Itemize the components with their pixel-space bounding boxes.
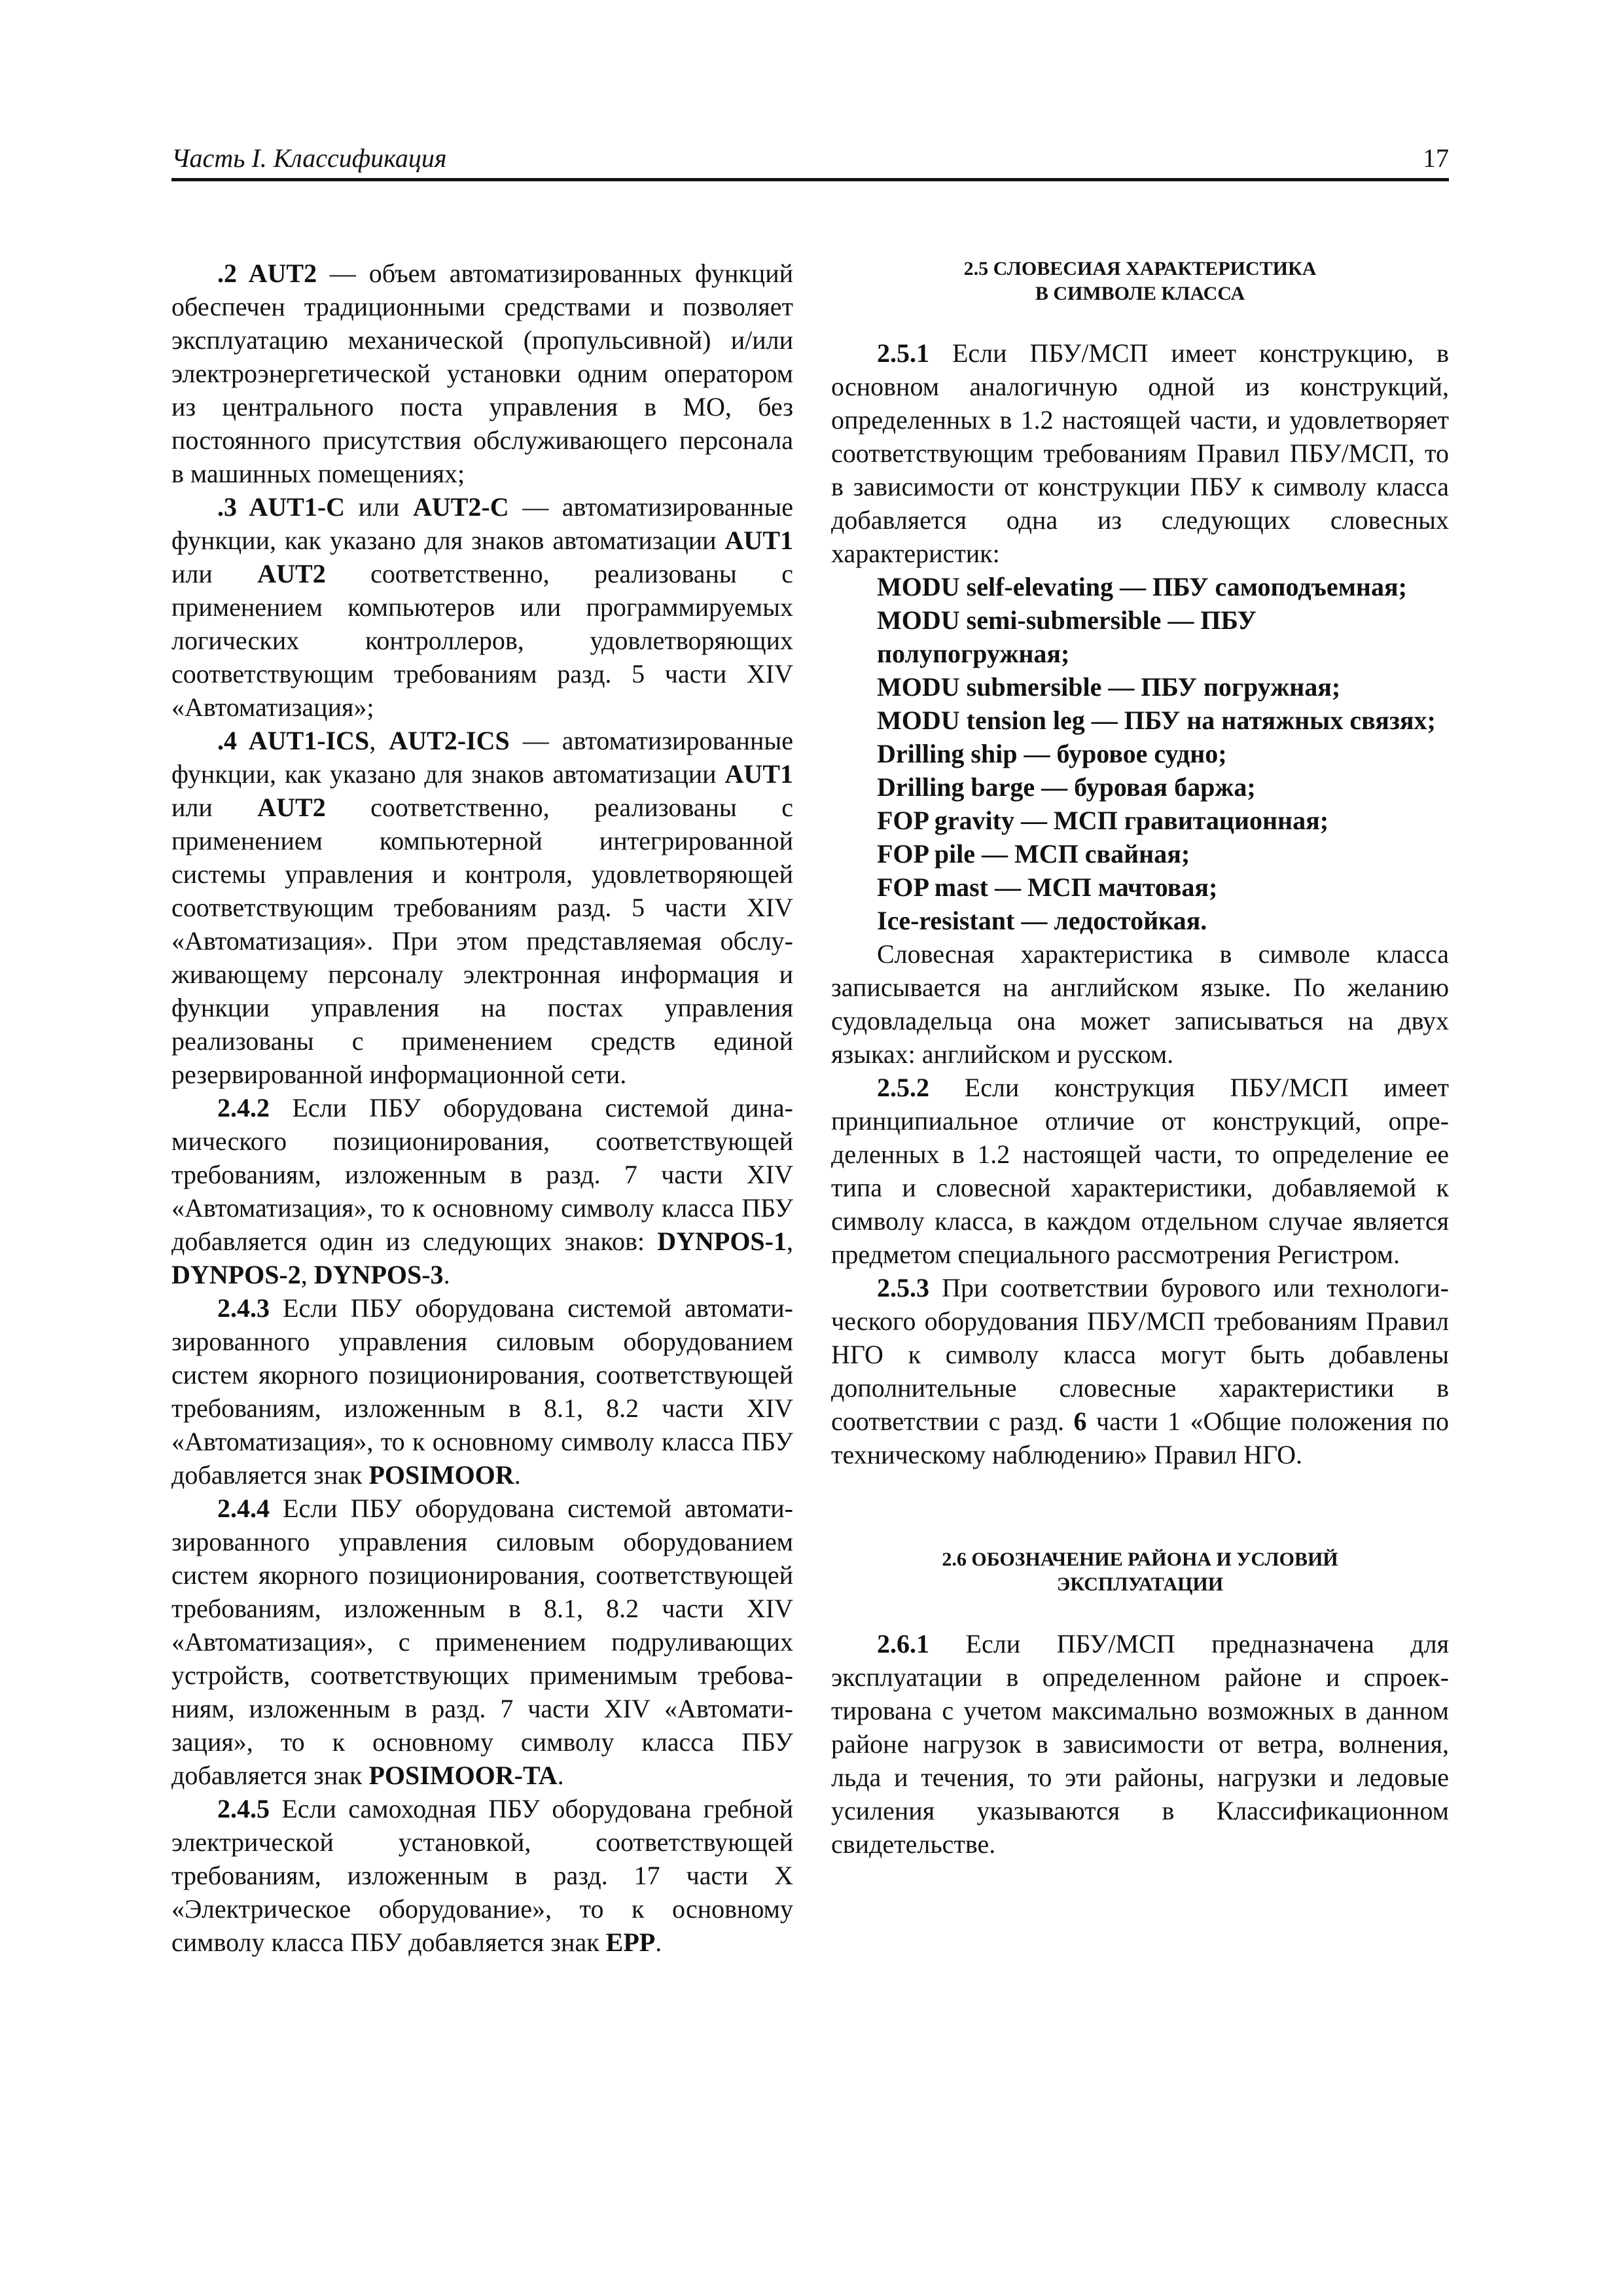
paragraph-aut-c: .3 AUT1-C или AUT2-C — автоматизированные функции, как указано для знаков автоматизации AUT1 или AUT2 соответственно, реализованы с применением компьютеров или программируемых логических контроллеров, удовлетворяющих соответствующим требованиям разд. 5 части XIV «Автоматизация»; (171, 492, 794, 722)
characteristic-item: MODU self-elevating — ПБУ самоподъемная; (877, 572, 1407, 601)
paragraph-2-4-2: 2.4.2 Если ПБУ оборудована системой динамического позиционирования, соответствующей требованиям, изложенным в разд. 7 части XIV «Автоматизация», то к основному символу класса ПБУ добавляется один из следующих знаков: DYNPOS-1, DYNPOS-2, DYNPOS-3. (171, 1093, 793, 1289)
paragraph-2-6-1: 2.6.1 Если ПБУ/МСП предназначена для эксплуатации в определенном районе и спроектирована с учетом максимально возможных в данном районе нагрузок в зависимости от ветра, волнения, льда и течения, то эти районы, нагрузки и ледовые усиления указываются в Классификационном свидетельстве. (831, 1629, 1449, 1859)
section-heading-2-5: 2.5 СЛОВЕСИАЯ ХАРАКТЕРИСТИКА В СИМВОЛЕ КЛАССА (963, 258, 1317, 304)
paragraph-2-5-3: 2.5.3 При соответствии бурового или технологического оборудования ПБУ/МСП требованиям Правил НГО к символу класса могут быть добавлены дополнительные словесные характеристики в соответствии с разд. 6 части 1 «Общие положения по техническому наблюдению» Правил НГО. (831, 1273, 1449, 1469)
page-number: 17 (1423, 143, 1449, 173)
paragraph-2-4-4: 2.4.4 Если ПБУ оборудована системой автоматизированного управления силовым оборудованием систем якорного позиционирования, соответствующей требованиям, изложенным в 8.1, 8.2 части XIV «Автоматизация», с применением подруливающих устройств, соответствующих применимым требованиям, изложенным в разд. 7 части XIV «Автоматизация», то к основному символу класса ПБУ добавляется знак POSIMOOR-TA. (171, 1494, 793, 1790)
item-number: .2 AUT2 (217, 259, 317, 288)
characteristic-item: MODU semi-submersible — ПБУ полупогружная; (877, 605, 1257, 668)
paragraph-2-5-2: 2.5.2 Если конструкция ПБУ/МСП имеет принципиальное отличие от конструкций, определенных в 1.2 настоящей части, то определение ее типа и словесной характеристики, добавляемой к символу класса, в каждом отдельном случае является предметом специального рассмотрения Регистром. (831, 1073, 1449, 1269)
paragraph-2-5-1: 2.5.1 Если ПБУ/МСП имеет конструкцию, в основном аналогичную одной из конструкций, определенных в 1.2 настоящей части, и удовлетворяет соответствующим требованиям Правил ПБУ/МСП, то в зависимости от конструкции ПБУ к символу класса добавляется одна из следующих словесных характеристик: (831, 338, 1449, 568)
header-title: Часть I. Классификация (171, 143, 447, 173)
paragraph-2-4-3: 2.4.3 Если ПБУ оборудована системой автоматизированного управления силовым оборудованием систем якорного позиционирования, соответствующей требованиям, изложенным в 8.1, 8.2 части XIV «Автоматизация», то к основному символу класса ПБУ добавляется знак POSIMOOR. (171, 1293, 793, 1490)
characteristic-item: MODU tension leg — ПБУ на натяжных связях; (877, 706, 1436, 735)
paragraph-language: Словесная характеристика в символе класса записывается на английском языке. По желанию судовладельца она может записываться на двух языках: английском и русском. (831, 939, 1449, 1069)
characteristics-list (831, 570, 1449, 937)
paragraph-aut2: .2 AUT2 — объем автоматизированных функций обеспечен традиционными средствами и позволяет эксплуатацию механической (пропульсивной) и/или электроэнергетической установки одним оператором из центрального поста управления в МО, без постоянного присутствия обслуживающего персонала в машинных помещениях; (171, 259, 794, 488)
characteristic-item: Ice-resistant — ледостойкая. (877, 906, 1207, 935)
running-header (171, 139, 1449, 181)
characteristic-item: FOP pile — МСП свайная; (877, 839, 1190, 869)
characteristic-item: Drilling ship — буровое судно; (877, 739, 1227, 768)
characteristic-item: MODU submersible — ПБУ погружная; (877, 672, 1341, 702)
section-heading-2-6: 2.6 ОБОЗНАЧЕНИЕ РАЙОНА И УСЛОВИЙ ЭКСПЛУАТАЦИИ (942, 1549, 1338, 1595)
characteristic-item: FOP mast — МСП мачтовая; (877, 872, 1218, 902)
left-column (171, 257, 793, 1959)
characteristic-item: FOP gravity — МСП гравитационная; (877, 806, 1329, 835)
paragraph-aut-ics: .4 AUT1-ICS, AUT2-ICS — автоматизированные функции, как указано для знаков автоматизации AUT1 или AUT2 соответственно, реализованы с применением компьютерной интегрированной системы управления и контроля, удовлетворяющей соответствующим требованиям разд. 5 части XIV «Автоматизация». При этом представляемая обслуживающему персоналу электронная информация и функции управления на постах управления реализованы с применением средств единой резервированной информационной сети. (171, 726, 793, 1089)
characteristic-item: Drilling barge — буровая баржа; (877, 772, 1256, 802)
right-column (831, 257, 1449, 1861)
paragraph-2-4-5: 2.4.5 Если самоходная ПБУ оборудована гребной электрической установкой, соответствующей требованиям, изложенным в разд. 17 части X «Электрическое оборудование», то к основному символу класса ПБУ добавляется знак EPP. (171, 1794, 793, 1957)
